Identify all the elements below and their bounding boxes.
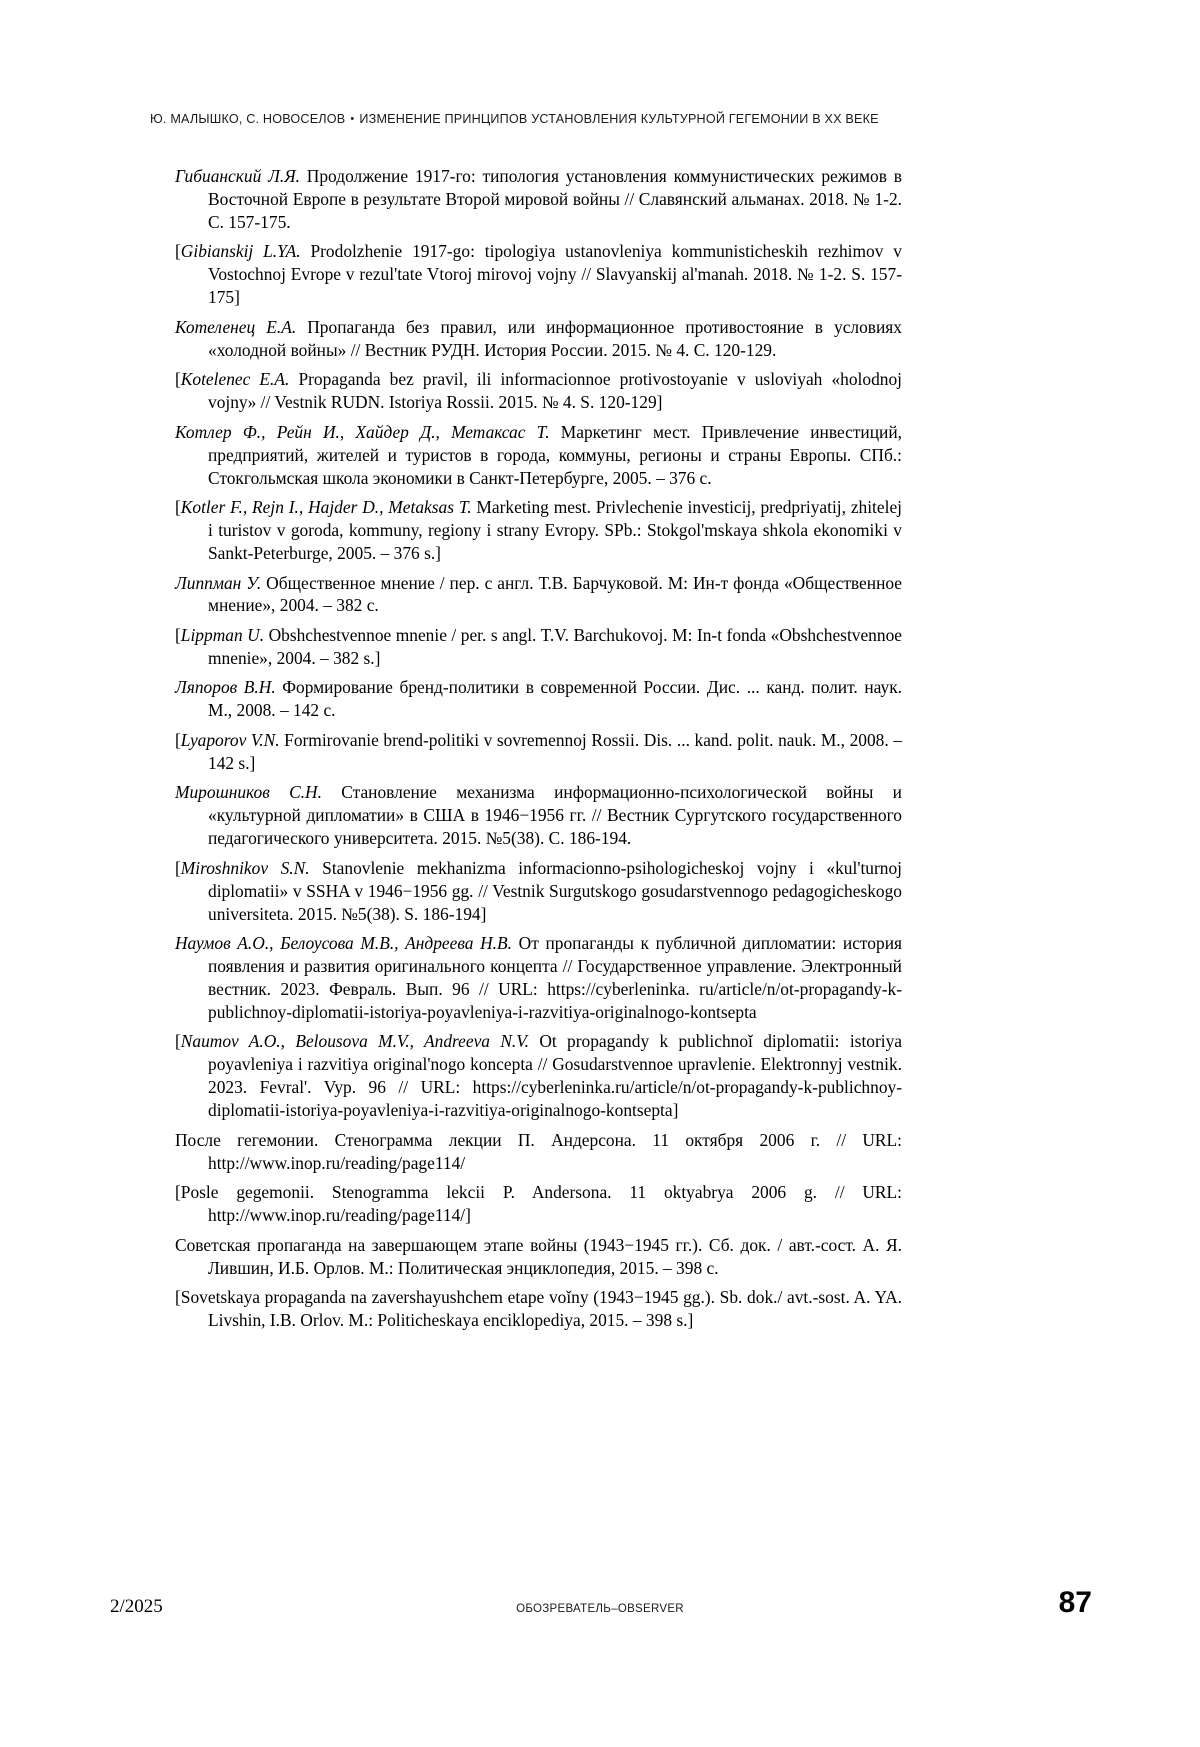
running-head-separator: • bbox=[350, 113, 355, 125]
reference-item bbox=[175, 421, 902, 490]
page-number: 87 bbox=[1058, 1586, 1092, 1619]
reference-text: Советская пропаганда на завершающем этапе войны (1943−1945 гг.). Сб. док. / авт.-сост. А. Я. Лившин, И.Б. Орлов. М.: Политическая энциклопедия, 2015. – 398 с. bbox=[175, 1234, 902, 1278]
reference-text: От пропаганды к публичной дипломатии: история появления и развития оригинального концепта // Государственное управление. Электронный вестник. 2023. Февраль. Вып. 96 // URL: https://cyberleninka. ru/article/n/ot-propagandy-k-publichnoy-diplomatii-istoriya-poyavleniya-i-razvitiya-originalnogo-kontsepta bbox=[208, 933, 902, 1022]
reference-author: Ляпоров В.Н. bbox=[175, 677, 276, 698]
reference-bracket: [ bbox=[175, 1031, 181, 1052]
reference-item bbox=[175, 316, 902, 362]
reference-item bbox=[175, 624, 902, 670]
reference-author: Miroshnikov S.N. bbox=[180, 857, 310, 878]
issue-label: 2/2025 bbox=[110, 1596, 163, 1617]
reference-author: Липпман У. bbox=[175, 572, 262, 593]
reference-item bbox=[175, 1181, 902, 1227]
reference-author: Kotler F., Rejn I., Hajder D., Metaksas T. bbox=[180, 497, 472, 518]
reference-item bbox=[175, 240, 902, 309]
reference-item bbox=[175, 1286, 902, 1332]
references-list bbox=[175, 165, 902, 1339]
page-footer bbox=[0, 1586, 1200, 1636]
reference-author: Мирошников С.Н. bbox=[175, 782, 322, 803]
reference-text: Становление механизма информационно-психологической войны и «культурной дипломатии» в США в 1946−1956 гг. // Вестник Сургутского государственного педагогического университета. 2015. №5(38). С. 186-194. bbox=[208, 782, 902, 849]
reference-text: Propaganda bez pravil, ili informacionnoe protivostoyanie v usloviyah «holodnoj vojny» // Vestnik RUDN. Istoriya Rossii. 2015. № 4. S. 120-129] bbox=[208, 369, 902, 413]
reference-item bbox=[175, 1129, 902, 1175]
reference-author: Гибианский Л.Я. bbox=[175, 166, 300, 186]
reference-author: Gibianskij L.YA. bbox=[180, 241, 301, 262]
reference-bracket: [ bbox=[175, 369, 181, 390]
reference-author: Naumov A.O., Belousova M.V., Andreeva N.V. bbox=[180, 1031, 529, 1052]
reference-bracket: [ bbox=[175, 241, 181, 262]
reference-item bbox=[175, 1234, 902, 1280]
reference-item bbox=[175, 932, 902, 1024]
reference-text: Формирование бренд-политики в современной России. Дис. ... канд. полит. наук. М., 2008. – 142 с. bbox=[208, 677, 902, 721]
reference-text: [Sovetskaya propaganda na zavershayushchem etape voǐny (1943−1945 gg.). Sb. dok./ avt.-sost. A. YA. Livshin, I.B. Orlov. M.: Politicheskaya enciklopediya, 2015. – 398 s.] bbox=[175, 1287, 902, 1331]
reference-bracket: [ bbox=[175, 497, 181, 518]
reference-text: Пропаганда без правил, или информационное противостояние в условиях «холодной войны» // Вестник РУДН. История России. 2015. № 4. С. 120-129. bbox=[208, 316, 902, 360]
reference-item bbox=[175, 496, 902, 565]
reference-item bbox=[175, 165, 902, 234]
reference-bracket: [ bbox=[175, 729, 181, 750]
reference-bracket: [ bbox=[175, 624, 181, 645]
running-head bbox=[150, 112, 1060, 126]
reference-bracket: [ bbox=[175, 857, 181, 878]
reference-author: Наумов А.О., Белоусова М.В., Андреева Н.В. bbox=[175, 933, 513, 954]
reference-author: Котлер Ф., Рейн И., Хайдер Д., Метаксас Т. bbox=[175, 421, 550, 442]
reference-text: Marketing mest. Privlechenie investicij, predpriyatij, zhitelej i turistov v goroda, kommuny, regiony i strany Evropy. SPb.: Stokgol'mskaya shkola ekonomiki v Sankt-Peterburge, 2005. – 376 s.] bbox=[208, 497, 902, 564]
reference-text: Stanovlenie mekhanizma informacionno-psihologicheskoj vojny i «kul'turnoj diplomatii» v SSHA v 1946−1956 gg. // Vestnik Surgutskogo gosudarstvennogo pedagogicheskogo universiteta. 2015. №5(38). S. 186-194] bbox=[208, 857, 902, 924]
reference-text: Obshchestvennoe mnenie / per. s angl. T.V. Barchukovoj. M: In-t fonda «Obshchestvennoe mnenie», 2004. – 382 s.] bbox=[208, 624, 902, 668]
reference-item bbox=[175, 1030, 902, 1122]
reference-text: Общественное мнение / пер. с англ. Т.В. Барчуковой. М: Ин-т фонда «Общественное мнение», 2004. – 382 с. bbox=[208, 572, 903, 616]
reference-item bbox=[175, 729, 902, 775]
reference-text: Prodolzhenie 1917-go: tipologiya ustanovleniya kommunisticheskih rezhimov v Vostochnoj Evrope v rezul'tate Vtoroj mirovoj vojny // Slavyanskij al'manah. 2018. № 1-2. S. 157-175] bbox=[208, 241, 902, 308]
reference-text: После гегемонии. Стенограмма лекции П. Андерсона. 11 октября 2006 г. // URL: http://www.inop.ru/reading/page114/ bbox=[175, 1129, 902, 1173]
reference-item bbox=[175, 676, 902, 722]
reference-item bbox=[175, 781, 902, 850]
reference-item bbox=[175, 572, 902, 618]
reference-text: Продолжение 1917-го: типология установления коммунистических режимов в Восточной Европе в результате Второй мировой войны // Славянский альманах. 2018. № 1-2. С. 157-175. bbox=[208, 166, 902, 232]
journal-name: ОБОЗРЕВАТЕЛЬ–OBSERVER bbox=[516, 1603, 684, 1615]
reference-author: Kotelenec E.A. bbox=[180, 369, 290, 390]
running-head-title: ИЗМЕНЕНИЕ ПРИНЦИПОВ УСТАНОВЛЕНИЯ КУЛЬТУРНОЙ ГЕГЕМОНИИ В XX ВЕКЕ bbox=[359, 112, 879, 126]
reference-item bbox=[175, 368, 902, 414]
reference-item bbox=[175, 857, 902, 926]
reference-author: Котеленец Е.А. bbox=[175, 316, 297, 337]
reference-text: Маркетинг мест. Привлечение инвестиций, предприятий, жителей и туристов в города, коммуны, регионы и страны Европы. СПб.: Стокгольмская школа экономики в Санкт-Петербурге, 2005. – 376 с. bbox=[208, 421, 902, 488]
reference-author: Lyaporov V.N. bbox=[180, 729, 280, 750]
reference-author: Lippman U. bbox=[180, 624, 265, 645]
running-head-authors: Ю. МАЛЫШКО, С. НОВОСЕЛОВ bbox=[150, 112, 346, 126]
reference-text: [Posle gegemonii. Stenogramma lekcii P. Andersona. 11 oktyabrya 2006 g. // URL: http://www.inop.ru/reading/page114/] bbox=[175, 1182, 902, 1226]
reference-text: Ot propagandy k publichnoǐ diplomatii: istoriya poyavleniya i razvitiya original'nogo koncepta // Gosudarstvennoe upravlenie. Elektronnyj vestnik. 2023. Fevral'. Vyp. 96 // URL: https://cyberleninka.ru/article/n/ot-propagandy-k-publichnoy-diplomatii-istoriya-poyavleniya-i-razvitiya-originalnogo-kontsepta] bbox=[208, 1031, 903, 1121]
reference-text: Formirovanie brend-politiki v sovremennoj Rossii. Dis. ... kand. polit. nauk. M., 2008. – 142 s.] bbox=[208, 729, 902, 773]
